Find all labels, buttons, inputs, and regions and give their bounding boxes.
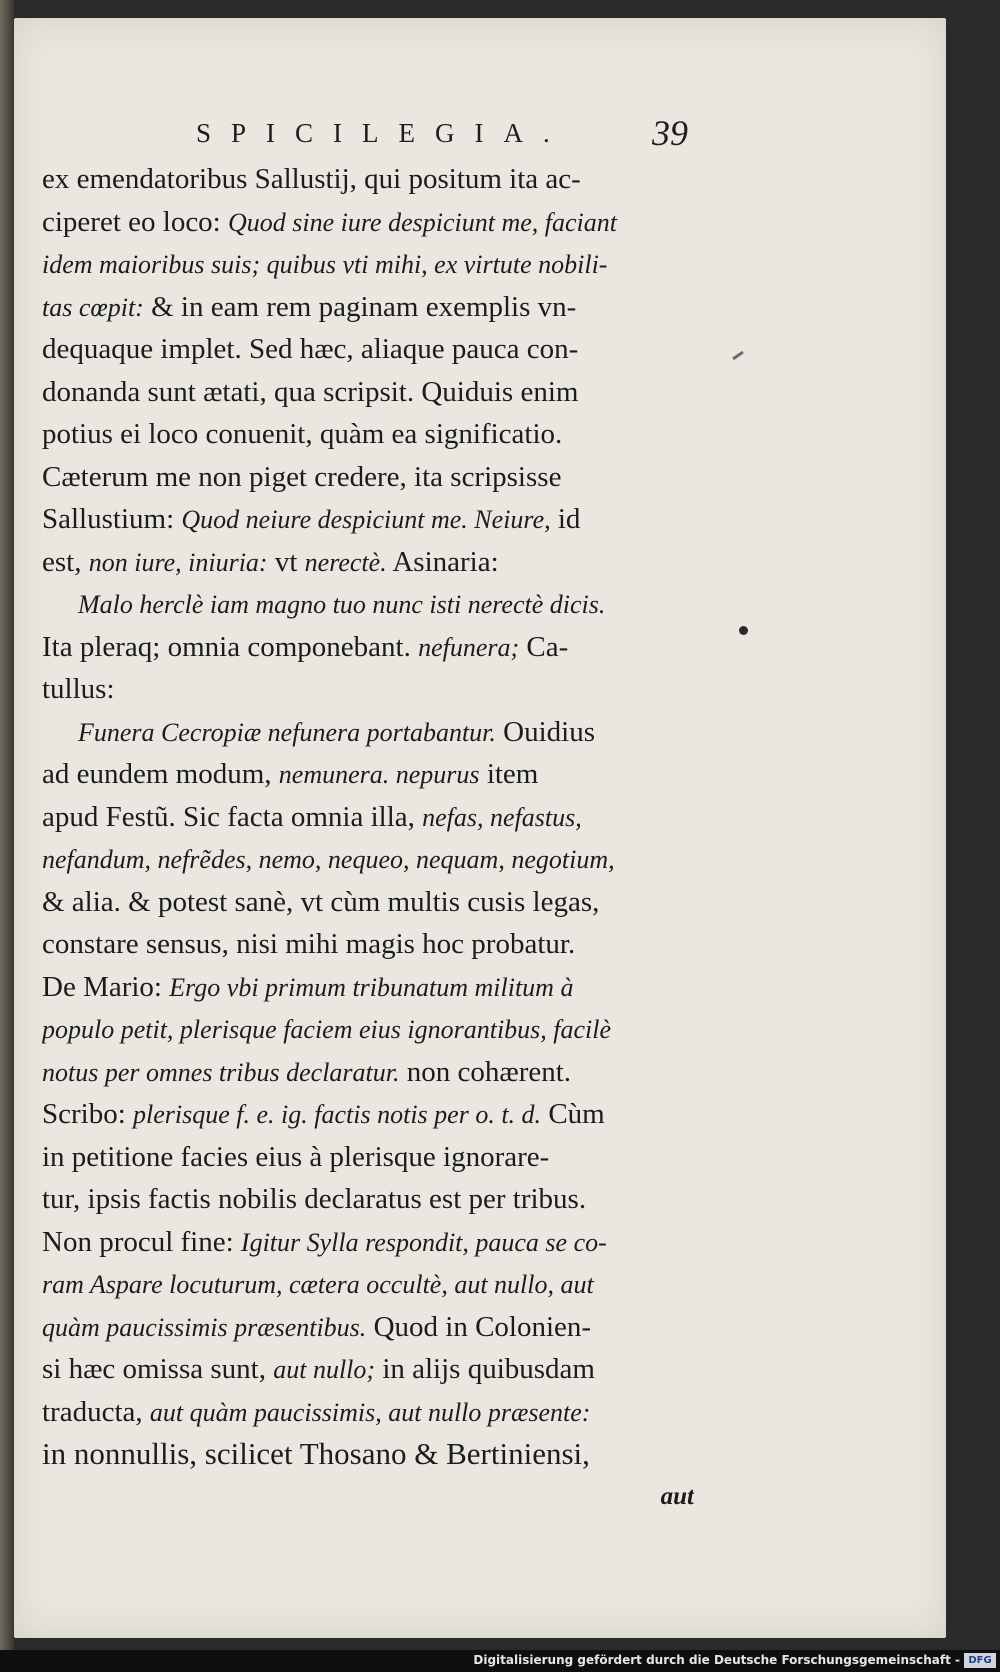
text-line (42, 201, 694, 244)
roman-segment: si hæc omissa sunt, (42, 1353, 274, 1385)
footer-bar (0, 1650, 1000, 1672)
roman-segment: in nonnullis, scilicet Thosano & Bertiniensi, (42, 1436, 590, 1471)
text-line (42, 1433, 694, 1476)
roman-segment: Ita pleraq; omnia componebant. (42, 630, 419, 663)
roman-segment: traducta, (42, 1395, 150, 1428)
roman-segment: item (479, 758, 539, 790)
roman-segment: est, (42, 545, 89, 578)
text-line (42, 796, 694, 839)
roman-segment: ad eundem modum, (42, 758, 279, 790)
text-line (42, 498, 694, 541)
italic-segment: notus per omnes tribus declaratur. (42, 1057, 400, 1087)
roman-segment: vt (267, 545, 305, 578)
text-line (42, 1391, 694, 1434)
italic-segment: Funera Cecropiæ nefunera portabantur. (78, 717, 496, 747)
roman-segment: non cohærent. (399, 1055, 572, 1088)
italic-segment: quàm paucissimis præsentibus. (42, 1312, 367, 1342)
page-number: 39 (652, 113, 688, 153)
roman-segment: in petitione facies eius à plerisque ignorare- (42, 1140, 550, 1173)
roman-segment: Cùm (541, 1098, 605, 1130)
text-line (42, 158, 694, 201)
text-line (42, 1306, 694, 1349)
roman-segment: in alijs quibusdam (375, 1353, 595, 1385)
roman-segment: constare sensus, nisi mihi magis hoc probatur. (42, 928, 576, 960)
roman-segment: De Mario: (42, 970, 170, 1003)
italic-segment: nefunera; (418, 632, 520, 662)
roman-segment: apud Festũ. Sic facta omnia illa, (42, 800, 423, 833)
text-line (42, 1221, 694, 1264)
text-line (42, 1093, 694, 1136)
italic-segment: Malo herclè iam magno tuo nunc isti nerectè dicis. (78, 590, 606, 619)
text-line (42, 1051, 694, 1094)
italic-segment: Quod sine iure despiciunt me, faciant (228, 207, 617, 237)
italic-segment: aut nullo; (273, 1355, 376, 1384)
book-page (14, 18, 946, 1638)
roman-segment: potius ei loco conuenit, quàm ea significatio. (42, 418, 563, 450)
footer-credit: Digitalisierung gefördert durch die Deutsche Forschungsgemeinschaft - (473, 1653, 960, 1667)
italic-segment: non iure, iniuria: (88, 547, 268, 577)
roman-segment: Ca- (519, 630, 569, 663)
text-line (42, 1178, 694, 1221)
body-text (42, 158, 694, 1518)
roman-segment: id (550, 503, 581, 535)
roman-segment: Asinaria: (386, 545, 499, 578)
catchword: aut (660, 1482, 694, 1510)
running-title: SPICILEGIA. (196, 118, 570, 148)
italic-segment: Ergo vbi primum tribunatum militum à (169, 972, 574, 1002)
italic-segment: plerisque f. e. ig. factis notis per o. t. d. (133, 1100, 542, 1129)
roman-segment: ex emendatoribus Sallustij, qui positum ita ac- (42, 163, 581, 195)
text-line (42, 413, 694, 456)
italic-segment: nemunera. nepurus (278, 760, 480, 789)
text-line (42, 966, 694, 1009)
roman-segment: Ouidius (495, 715, 595, 748)
dfg-logo: DFG (964, 1653, 996, 1668)
roman-segment: & in eam rem paginam exemplis vn- (143, 290, 577, 323)
text-line (42, 371, 694, 414)
roman-segment: tullus: (42, 673, 115, 705)
roman-segment: ciperet eo loco: (42, 205, 228, 238)
roman-segment: Quod in Colonien- (366, 1310, 592, 1343)
roman-segment: Scribo: (42, 1098, 134, 1130)
text-line (42, 1348, 694, 1391)
page-gutter-edge (0, 0, 14, 1650)
text-line (42, 286, 694, 329)
italic-segment: ram Aspare locuturum, cætera occultè, aut nullo, aut (42, 1270, 594, 1299)
italic-segment: aut quàm paucissimis, aut nullo præsente: (149, 1397, 591, 1427)
roman-segment: donanda sunt ætati, qua scripsit. Quiduis enim (42, 375, 579, 408)
text-line (42, 1008, 694, 1051)
text-line (42, 753, 694, 796)
italic-segment: Igitur Sylla respondit, pauca se co- (240, 1227, 607, 1257)
text-line (42, 668, 694, 711)
text-line (42, 881, 694, 924)
italic-segment: Quod neiure despiciunt me. Neiure, (181, 505, 551, 534)
text-line (42, 1263, 694, 1306)
italic-segment: nerectè. (304, 547, 387, 577)
text-line (42, 923, 694, 966)
text-line (42, 456, 694, 499)
roman-segment: dequaque implet. Sed hæc, aliaque pauca con- (42, 333, 579, 365)
italic-segment: idem maioribus suis; quibus vti mihi, ex virtute nobili- (42, 250, 608, 279)
text-line (42, 838, 694, 881)
text-line (42, 711, 694, 754)
roman-segment: Non procul fine: (42, 1225, 241, 1258)
italic-segment: tas cœpit: (42, 292, 144, 322)
text-line (42, 1136, 694, 1179)
text-line (42, 626, 694, 669)
text-line (42, 328, 694, 371)
italic-segment: nefas, nefastus, (422, 802, 582, 832)
roman-segment: tur, ipsis factis nobilis declaratus est per tribus. (42, 1183, 587, 1215)
text-line (42, 583, 694, 626)
italic-segment: nefandum, nefrẽdes, nemo, nequeo, nequam, negotium, (42, 845, 615, 874)
roman-segment: & alia. & potest sanè, vt cùm multis cusis legas, (42, 885, 600, 918)
roman-segment: Cæterum me non piget credere, ita scripsisse (42, 460, 562, 493)
margin-mark (732, 351, 744, 360)
text-line (42, 243, 694, 286)
page-header (196, 113, 696, 158)
roman-segment: Sallustium: (42, 503, 182, 535)
ink-spot (739, 626, 748, 635)
italic-segment: populo petit, plerisque faciem eius ignorantibus, facilè (42, 1015, 612, 1044)
text-line (42, 541, 694, 584)
